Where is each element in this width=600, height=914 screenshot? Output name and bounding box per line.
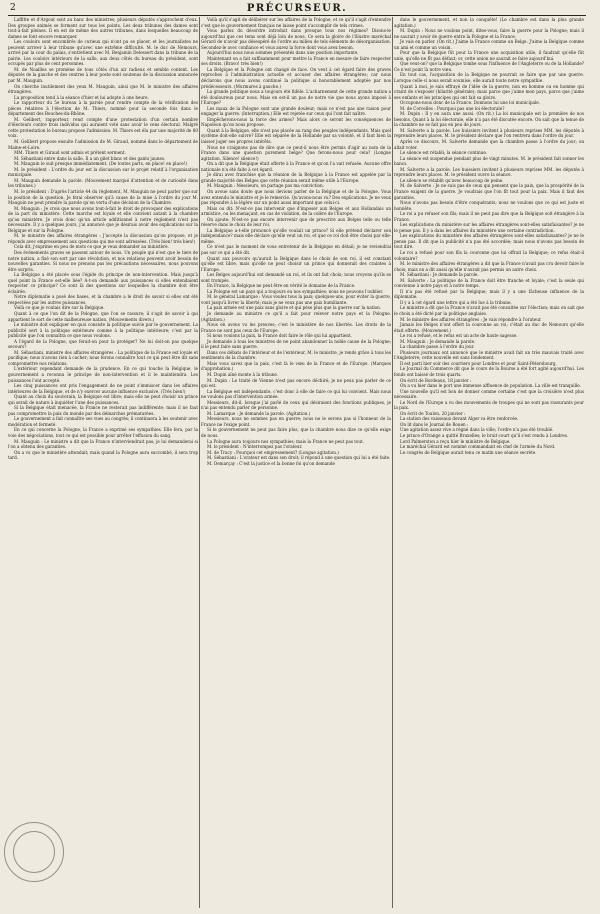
article-paragraph: A l'égard de la Pologne, que ferait-on pour la protéger? Ne lui doit-on pas quelque secours?	[8, 338, 198, 350]
article-paragraph: Une agitation assez vive a régné dans la ville; l'ordre n'a pas été troublé.	[400, 427, 554, 433]
article-paragraph: Occupons-nous donc de la France. Donnons lui une loi municipale.	[400, 100, 541, 106]
article-paragraph: La grande politique nous a toujours été fidèle. L'acharnement de cette grande nation a été douloureux pour nous. Mais en est-il un pas de notre vie que nous ayons imposé à l'Europe?	[201, 89, 391, 106]
article-paragraph: M. le président : L'ordre du jour est la discussion sur le projet relatif à l'organisation municipale.	[8, 166, 198, 178]
article-paragraph: M. le ministre des affaires étrangères a dit que la France n'avait pas cru devoir faire le choix; mais on a dit aussi qu'elle n'aurait pas permis un autre choix.	[394, 261, 584, 272]
article-paragraph: M. le ministre des affaires étrangères : Je vais répondre à l'orateur.	[400, 316, 542, 322]
article-paragraph: dans le gouvernement, et non la conquête! (Le chambre est dans la plus grande agitation.)	[394, 17, 584, 28]
article-paragraph: Le prince d'Orange a quitté Bruxelles; le bruit court qu'il s'est rendu à Londres.	[400, 433, 569, 439]
article-paragraph: Les explications du ministère des affaires étrangères sont-elles satisfaisantes? je ne le pense pas. Il dit que la publicité n'a pas été accordée; mais nous n'avons pas besoin de tout dire.	[394, 233, 584, 250]
article-paragraph: Le ministre doit expliquer en quoi consiste la politique suivie par le gouvernement. La publicité sert à la politique extérieure comme à la politique intérieure; c'est par la publicité que l'on connaîtra ce que nous voulons.	[8, 322, 198, 339]
article-paragraph: Aujourd'hui nous nous sommes présentés dans une position importante.	[207, 50, 359, 56]
article-paragraph: On ajoute: N'est-ce pas encore intervenir que de prescrire aux Belges telle ou telle réserve dans le choix de leur roi.	[201, 216, 391, 228]
article-paragraph: M. Salverte a la parole. Les huissiers invitent à plusieurs reprises MM. les députés à reprendre leurs places. M. le président déclare que l'on rentrera dans l'ordre du jour.	[394, 127, 584, 139]
article-paragraph: M. Dupin : Il y en aura une aussi. (On rit.) La loi municipale est la première de nos besoins. Quant à la loi électorale, elle n'a pas été discutée encore. On sait que la tenue de la chambre ne se fait pas en peu de jours.	[394, 111, 584, 128]
article-paragraph: Les maux de la Pologne sont une grande douleur; mais ce n'est pas une raison pour engager la guerre. (Interruption.) Elle est rejetée sur ceux qui l'ont fait naître.	[201, 105, 391, 117]
article-paragraph: M. Sébastiani entre dans la salle. Il a un gilet blanc et des gants jaunes.	[14, 155, 166, 161]
article-paragraph: M. Mauguin : Messieurs, on partage pas ma conviction.	[207, 183, 325, 189]
article-paragraph: Le Journal du Commerce dit que le cours de la Bourse a été fort agité aujourd'hui. Les fonds ont baissé de trois quarts.	[394, 366, 584, 377]
page-header	[8, 3, 586, 16]
article-paragraph: Le silence est rétabli; la séance continue.	[400, 150, 488, 156]
article-paragraph: Si la Belgique était menacée, la France ne resterait pas indifférente; mais il ne faut pas compromettre la paix du monde par des démarches prématurées.	[8, 405, 198, 416]
article-paragraph: M. Mauguin : Je crois que nous avons tout-à-fait le droit de provoquer des explications de la part du ministère. Cette marche est loyale et elle convient autant à la chambre qu'au ministère. Je crois donc qu'un article additionnel à notre règlement n'est pas nécessaire. Il y a quelques jours, j'ai annoncé que je désirais avoir des explications sur la Belgique et sur la Pologne.	[8, 205, 198, 233]
article-paragraph: Mais ou dit: N'est-ce pas intervenir que d'imposer aux Belges et aux Hollandais un armistice, ou les menaçant, en cas de violation, de la colère de l'Europe.	[201, 205, 391, 217]
article-paragraph: La station des vaisseaux devant Alger va être renforcée.	[400, 416, 519, 422]
article-paragraph: La paix armée est une paix sans gloire et qui pèse plus que la guerre sur la nation.	[207, 305, 382, 311]
article-paragraph: On lit dans le Journal de Rouen :	[400, 421, 469, 427]
article-paragraph: On écrit de Toulon, 20 janvier :	[400, 410, 466, 416]
article-paragraph: Voilà qu'il s'agit de délibérer sur les affaires de la Pologne, et ce qu'il s'agit d'entendre c'est que le gouvernement français ne laisse point s'accomplir de tels crimes.	[201, 17, 391, 28]
article-paragraph: La Belgique a été placée sous l'égide du principe de non-intervention. Mais jusqu'à quel point la France est-elle liée? A-t-on demandé aux puissances si elles entendaient respecter ce principe? Ce sont là des questions sur lesquelles la chambre doit être éclairée.	[8, 272, 198, 294]
article-paragraph: M. Dupin aîné monte à la tribune.	[207, 372, 279, 377]
article-paragraph: La chambre passe à l'ordre du jour.	[400, 344, 475, 350]
article-paragraph: Le rapporteur du 5e bureau à la parole pour rendre compte de la vérification des pièces relatives à l'élection de M. Thiers, nommé pour la seconde fois dans le département des Bouches-du-Rhône.	[8, 100, 198, 117]
article-paragraph: M. le général Lamarque : Vous voulez tous la paix; quelques-uns, pour éviter la guerre, vont jusqu'à livrer la liberté; mais je ne veux pas une paix humiliante.	[201, 294, 391, 305]
article-paragraph: M. de Noailles se promène de tous côtés d'un air radieux et semble content. Les députés de la gauche et des centres à leur poste sont soutenus de la discussion annoncée par M. Mauguin.	[8, 66, 198, 84]
article-paragraph: Le maréchal Gérard est nommé commandant en chef de l'armée du Nord.	[400, 444, 556, 450]
article-paragraph: L'extérieur cependant demande de la prudence. En ce qui touche la Belgique, le gouvernement a reconnu le principe de non-intervention et il le maintiendra. Les puissances l'ont accepté.	[8, 366, 198, 383]
article-paragraph: Voilà ce que je voulais dire sur la Belgique.	[14, 305, 105, 311]
article-paragraph: Nous n'avons pas besoin d'être conquérants; nous ne voulons que ce qui est juste et honnête.	[394, 200, 584, 211]
article-paragraph: Les Belges aujourd'hui ont demandé un roi, et ils ont fait choix; nous croyons qu'ils se sont trompés.	[201, 272, 391, 283]
article-paragraph: Nous ne craignons pas de dire que ce peut-il nous être permis d'agir au nom de la France dans une question purement belge? Que ferons-nous pour cela? (Longue agitation. Silence! silence!)	[201, 144, 391, 161]
article-paragraph: Maintenant on a fait suffisamment pour mettre la France en mesure de faire respecter ses droits. (Bravo! très bien!)	[201, 55, 391, 67]
article-paragraph: M. le président : D'après l'article 44 du règlement, M. Mauguin ne peut parler que sur la position de la question. Je ferai observer qu'à cause de la mise à l'ordre du jour M. Mauguin ne peut prendre la parole qu'en vertu d'une décision de la Chambre.	[8, 188, 198, 206]
article-paragraph: Pour que la Belgique fût pour la France une acquisition utile, il faudrait qu'elle fût unie, qu'elle ne fît pas défaut; or, cette union ne saurait se faire aujourd'hui.	[394, 50, 584, 61]
article-paragraph: Ce n'est pas le moment de vous entretenir de la Belgique en détail; je ne reviendrai pas sur ce qui a été dit.	[201, 244, 391, 255]
article-paragraph: Plusieurs journaux ont annoncé que le ministre avait fait un très mauvais traité avec l'Angleterre; cette nouvelle est sans fondement.	[394, 349, 584, 361]
article-paragraph: En ce qui concerne la Pologne, la France a exprimé ses sympathies. Elle fera, par la voie des négociations, tout ce qui est possible pour arrêter l'effusion du sang.	[8, 427, 198, 439]
article-paragraph: M. Sébastiani : L'orateur est dans son droit; il répond à une question qui lui a été faite.	[207, 455, 391, 461]
article-paragraph: Le roi a pu refuser son fils; mais il ne peut pas dire que la Belgique soit étrangère à la France.	[394, 211, 584, 222]
article-paragraph: On a vu que le ministère attendait; mais quand la Pologne aura succombé, il sera trop tard.	[8, 449, 198, 461]
article-paragraph: Messieurs, nous ne sommes pas en guerre; nous ne le serons pas si l'honneur de la France ne l'exige point.	[201, 416, 391, 427]
column-rule	[392, 17, 393, 908]
article-paragraph: Mais vous savez que la paix, c'est là le vœu de la France et de l'Europe. (Marques d'approbation.)	[201, 360, 391, 372]
article-paragraph: Les couloirs sont encombrés de curieux qui n'ont pu se placer, et les journalistes ne peuvent arriver à leur tribune qu'avec une extrême difficulté. M. le duc de Nemours, arrivé par la cour du palais, s'entretient avec M. Benjamin Delessert dans la tribune de la pairie. Les couloirs intérieurs de la salle, aux deux côtés du bureau du président, sont occupés par plus de cent personnes.	[8, 39, 198, 67]
text-columns	[8, 17, 586, 908]
article-paragraph: Que veut-on? que la Belgique tombe sous l'influence de l'Angleterre ou de la Hollande? Ce n'est point là notre vœu.	[394, 61, 584, 72]
article-paragraph: Les cinq puissances ont pris l'engagement de ne point s'immiscer dans les affaires intérieures de la Belgique, et de n'y exercer aucune influence exclusive. (Très bien!)	[8, 383, 198, 394]
article-paragraph: M. Sébastiani : Je demande la parole.	[400, 272, 479, 278]
article-paragraph: M. Demarçay : C'est la justice et la bonne foi qu'on demande	[207, 460, 335, 466]
article-paragraph: M. de Salverte : Je ne suis pas de ceux qui pensent que la paix, que la prospérité de la France exigent de la guerre. Je voudrais que l'on fît tout pour la paix. Mais il faut des garanties.	[394, 183, 584, 200]
article-paragraph: Le roi a refusé, et le refus est un acte de haute sagesse.	[400, 333, 518, 339]
article-paragraph: Quant à moi, je suis effrayé de l'idée de la guerre, non en homme ou en homme qui craint de s'exposer (hilarité générale); mais parce que j'aime mon pays, parce que j'aime ses enfants et les principes qui ont fait sa gloire.	[394, 83, 584, 100]
article-paragraph: Quant aux pouvoirs qu'aurait la Belgique dans le choix de son roi, il est constant qu'elle est libre, mais qu'elle ne peut choisir un prince qui donnerait des craintes à l'Europe.	[201, 255, 391, 272]
article-paragraph: M. Gelibert, rapporteur, rend compte d'une protestation d'un certain nombre d'électeurs contre trois individus qui auraient voté sans avoir le cens électoral. Malgré cette protestation le bureau propose l'admission. M. Thiers est élu par une majorité de 80 voix.	[8, 116, 198, 139]
article-paragraph: Lord Palmerston a reçu hier le ministre de Belgique.	[400, 438, 511, 444]
article-paragraph: M. de Tracy : Pourquoi cet empressement? (Longue agitation.)	[207, 449, 339, 455]
column-rule	[199, 17, 200, 908]
article-paragraph: En France, la Belgique ne peut être en vérité le domaine de la France.	[207, 283, 356, 289]
article-paragraph: Dans ces débats de l'intérieur et de l'extérieur, M. le ministre, je rends grâce à tous les sentiments de la chambre.	[201, 349, 391, 361]
article-paragraph: Si nous voulons la paix, la France doit faire le rôle qui lui appartient.	[207, 333, 352, 339]
article-paragraph: Il y a à cet égard une lettre qui a été lue à la tribune.	[400, 299, 512, 305]
article-paragraph: Quant à la Belgique, elle n'est pas placée au rang des peuples indépendants. Mais quel système doit-elle suivre? Elle est séparée de la Hollande par sa volonté, et il faut bien la laisser juger ses propres intérêts.	[201, 127, 391, 145]
article-paragraph: Le silence se rétablit qu'avec beaucoup de peine.	[400, 177, 504, 183]
article-paragraph: M. Salverte a la parole. Les huissiers invitent à plusieurs reprises MM. les députés à reprendre leurs places. M. le président ouvre la séance.	[394, 166, 584, 178]
article-paragraph: Si le gouvernement ne peut pas faire plus, que la chambre nous dise ce qu'elle exige de nous.	[201, 427, 391, 439]
article-paragraph: M. Mauguin : Le ministre a dit que la France n'interviendrait pas; je lui demanderai si l'on a obtenu des garanties.	[8, 438, 198, 450]
article-paragraph: Il n'a pas été refusé par la Belgique; mais il y a une fâcheuse influence de la diplomatie.	[394, 288, 584, 300]
article-paragraph: Une nouvelle qu'il est bon de donner comme certaine c'est que la croisière n'est plus nécessaire.	[394, 388, 584, 400]
article-paragraph: On écrit de Bordeaux, 18 janvier :	[400, 377, 472, 383]
article-paragraph: Le gouvernement a fait connaître ses vues au congrès; il continuera à les soutenir avec modération et fermeté.	[8, 416, 198, 427]
article-paragraph: On cherche inutilement des yeux M. Mauguin, ainsi que M. le ministre des affaires étrangères.	[8, 83, 198, 95]
article-paragraph: Quant à ce que l'on dit de la Pologne, que l'on se rassure; il s'agit de savoir à qui appartient le sort de cette malheureuse nation. (Mouvements divers.)	[8, 310, 198, 322]
article-paragraph: Je demande au ministre ce qu'il a fait pour relever notre pays et la Pologne. (Agitation.)	[201, 310, 391, 322]
article-paragraph: Je dirai avec franchise que la réunion de la Belgique à la France est appelée par la grande majorité des Belges que cette réunion serait même utile à l'Europe.	[201, 172, 391, 183]
article-paragraph: M. Dupin : Le traité de Vienne n'est pas encore déchiré; je ne peux pas parler de ce qui est.	[201, 377, 391, 389]
article-paragraph: M. Salverte : La politique de la France doit être franche et loyale; c'est la seule qui convienne à notre pays et à notre temps.	[394, 277, 584, 289]
masthead-title: PRÉCURSEUR.	[246, 3, 348, 14]
article-paragraph: M. le ministre des affaires étrangères : J'accepte la discussion qu'on propose, et je réponds avec empressement aux questions qui me sont adressées. (Très bien! très bien!)	[8, 233, 198, 244]
article-paragraph: La séance est suspendue pendant plus de vingt minutes. M. le président fait sonner les bancs.	[394, 155, 584, 167]
article-paragraph: M. Mauguin le suit presque immédiatement. (De toutes parts, en place! en place!)	[14, 161, 188, 167]
article-paragraph: On a dit que la Belgique était offerte à la France et qu'on l'a vait refusée. Aucune offre nationale n'a été faite à cet égard.	[201, 161, 391, 172]
article-paragraph: La Belgique est indépendante, c'est donc à elle de faire ce qui lui convient. Mais nous ne voulons pas d'intervention armée.	[201, 388, 391, 400]
article-paragraph: Le Nord de l'Europe a vu des mouvements de troupes qui ne sont pas rassurants pour la paix.	[394, 399, 584, 411]
article-paragraph: M. Sébastiani, ministre des affaires étrangères : La politique de la France est loyale et pacifique; nous n'avons rien à cacher; nous ferons connaître tout ce qui peut être dit sans compromettre nos relations.	[8, 349, 198, 366]
article-paragraph: M. Mauguin : Je demande la parole.	[400, 338, 476, 344]
article-paragraph: Le congrès de Belgique aurait tenu ce matin une séance secrète.	[400, 449, 537, 455]
article-paragraph: Nous en avons vu les preuves; c'est le ministère de nos libertés. Les droits de la France ne sont pas ceux de l'Europe.	[201, 322, 391, 333]
article-paragraph: M. le président : N'interrompez pas l'orateur.	[207, 444, 303, 450]
article-paragraph: M. Mauguin demande la parole. (Mouvement marqué d'attention et de curiosité dans les tribunes.)	[8, 177, 198, 189]
article-paragraph: Laffitte et d'Argout sont au banc des ministres; plusieurs députés s'approchent d'eux. Des groupes animés se forment sur tous les points. Les deux tribunes des dames sont tout-à-fait pleines. Il en est de même des autres tribunes, dans lesquelles beaucoup de dames se font encore remarquer.	[8, 17, 198, 39]
article-paragraph: Le ministre a dit que la France n'avait pas été consultée sur l'élection; mais on sait que le choix a été dicté par la politique anglaise.	[394, 305, 584, 316]
article-paragraph: M. Lamarque : Je demande la parole. (Agitation.)	[207, 410, 311, 416]
article-paragraph: Messieurs, dit-il, lorsque j'ai parlé de ceux qui désiraient des fonctions publiques, je n'ai pas entendu parler de personne.	[201, 399, 391, 411]
article-paragraph: Notre diplomatie a posé des bases, et la chambre a le droit de savoir si elles ont été respectées par les autres puissances.	[8, 294, 198, 305]
article-paragraph: Empêcherons-nous la force des armes? Mais alors ce seront les conséquences de Napoléon qu'on nous propose.	[201, 116, 391, 128]
article-paragraph: Cela dit, j'exprime en peu de mots ce que je veux demander au ministère.	[14, 244, 169, 250]
article-paragraph: On a vu hier dans le port une immense affluence de population. La ville est tranquille.	[400, 383, 581, 389]
article-paragraph: Jamais les Belges n'ont offert la couronne au roi; c'était au duc de Nemours qu'elle était offerte. (Mouvement.)	[394, 322, 584, 333]
column-1	[8, 17, 198, 908]
library-stamp	[4, 822, 64, 882]
article-paragraph: La Pologne est un pays qui a toujours eu nos sympathies; nous ne pouvons l'oublier.	[207, 288, 384, 294]
article-paragraph: Les explications du ministère sur les affaires étrangères sont-elles satisfaisantes? je ne le pense pas. Il y a dans les affaires du ministère une certaine contradiction.	[394, 222, 584, 233]
article-paragraph: Après ce discours, M. Salverte demande que la chambre passe à l'ordre du jour; on allait voter.	[394, 139, 584, 150]
article-paragraph: M. de Corcelles : Pourquoi pas une loi électorale?	[400, 105, 505, 111]
page-number: 2	[10, 3, 16, 13]
article-paragraph: Le roi a refusé pour son fils la couronne que lui offrait la Belgique; ce refus était-il volontaire?	[394, 249, 584, 261]
article-paragraph: M. Gelibert propose ensuite l'admission de M. Giraud, nommé dans le département de Maine-et-Loire.	[8, 139, 198, 150]
article-paragraph: MM. Thiers et Giraud sont admis et prêtent serment.	[14, 150, 126, 156]
column-3	[394, 17, 584, 908]
article-paragraph: Quant au choix du souverain, la Belgique est libre; mais elle ne peut choisir un prince qui serait de nature à inquiéter l'une des puissances.	[8, 394, 198, 405]
article-paragraph: En tout cas, l'acquisition de la Belgique ne pourrait se faire que par une guerre. Lorsque celle-ci nous serait soumise, elle aurait toute notre sympathie.	[394, 72, 584, 84]
article-paragraph: M. Dupin : Nous ne voulons point, dites-vous, faire la guerre pour la Pologne; mais il ne saurait y avoir de guerre entre la Pologne et la France.	[394, 28, 584, 39]
article-paragraph: La Pologne aura toujours nos sympathies; mais la France ne peut pas tout.	[207, 438, 365, 444]
article-paragraph: Je vais en parler. (On rit.) J'aime la France comme un Belge. J'aime la Belgique comme un ami et comme un voisin.	[394, 39, 584, 50]
article-paragraph: La proposition tend à la séance d'hier et lui adopte à une heure.	[14, 94, 149, 100]
article-paragraph: La Belgique a-t-elle prononcé qu'elle voulait un prince? Si elle prétend déclarer son indépendance? mais elle déclare qu'elle veut un roi, et que ce roi doit être choisi par elle-même.	[201, 227, 391, 244]
article-paragraph: On avoue sans doute que nous devions parler de la Belgique et de la Pologne. Vous avez entendu le ministre et je le remercie. Qu'avons-nous vu? Des explications. Je ne veux pas répondre à la légère sur un point aussi important que celui-ci.	[201, 188, 391, 206]
article-paragraph: Vous parlez du désordre introduit dans presque tous nos régimes? Disons-le aujourd'hui que ces tems sont déjà loin de nous. Ce sera la gloire de l'illustre maréchal Gérard de n'avoir pas désespéré de l'ordre au milieu de tels éléments de désorganisation. Secondez-le avec confiance et vous aurez la force dont vous avez besoin.	[201, 28, 391, 50]
article-paragraph: Je demande à tous les ministres de ne point abandonner la noble cause de la Pologne; il le peut faire sans guerre.	[201, 338, 391, 350]
column-2	[201, 17, 391, 908]
article-paragraph: La Belgique et la Pologne ont changé de face. On veut à cet égard faire des graves reproches à l'administration actuelle et accuser des affaires étrangères; car nous déclarons que nous avons continué la politique si honorablement adoptée par nos prédécesseurs. (Murmures à gauche.)	[201, 66, 391, 89]
article-paragraph: Des événements graves se passent autour de nous. Un peuple qui n'est que le tiers de notre nation, a fixé son sort par une révolution, et nos relations peuvent avoir besoin de nouvelles garanties. Si nous ne prenons pas les précautions nécessaires, nous pouvons être surpris.	[8, 249, 198, 272]
article-paragraph: Il est parti hier soir des courriers pour Londres et pour Saint-Pétersbourg.	[400, 360, 557, 366]
